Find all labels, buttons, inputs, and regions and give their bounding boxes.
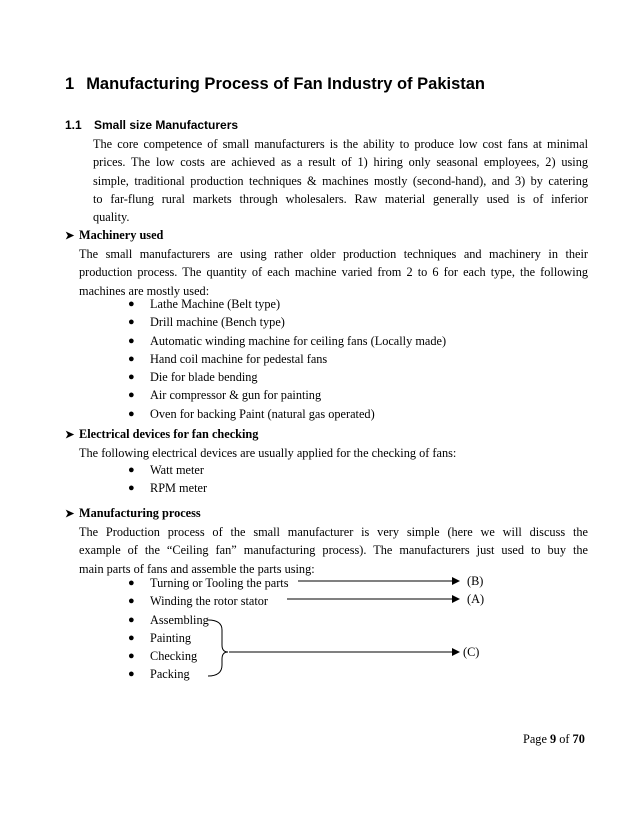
round-bullet-icon: ● — [128, 650, 135, 663]
page-footer — [523, 732, 585, 747]
arrowhead-bullet-icon: ➤ — [65, 230, 75, 242]
heading-1-number: 1 — [65, 75, 75, 93]
round-bullet-icon: ● — [128, 631, 135, 644]
list-item-text: Packing — [150, 667, 190, 682]
list-item-text: Assembling — [150, 612, 209, 627]
paragraph-line: The core competence of small manufacturers is the ability to produce low cost fans at minimal — [93, 137, 588, 151]
paragraph-line: to far-flung rural markets through wholesalers. Raw material generally used is of inferior — [93, 191, 588, 206]
list-item-text: Die for blade bending — [150, 370, 258, 385]
paragraph-line: machines are mostly used: — [79, 283, 210, 298]
paragraph-line: The Production process of the small manufacturer is very simple (here we will discuss the — [79, 525, 588, 539]
list-item-text: Oven for backing Paint (natural gas operated) — [150, 406, 375, 421]
list-item-text: Lathe Machine (Belt type) — [150, 297, 281, 311]
list-item-text: Winding the rotor stator — [150, 594, 269, 609]
label-c: (C) — [463, 645, 480, 659]
heading-2-number: 1.1 — [65, 118, 82, 132]
label-a: (A) — [467, 592, 485, 606]
list-item-text: Drill machine (Bench type) — [150, 315, 285, 330]
footer-page-word: Page — [523, 732, 547, 746]
paragraph-line: quality. — [93, 210, 130, 225]
list-item-text: Hand coil machine for pedestal fans — [150, 351, 328, 366]
list-item-text: Turning or Tooling the parts — [150, 576, 289, 590]
label-b: (B) — [467, 574, 484, 588]
round-bullet-icon: ● — [128, 352, 135, 365]
round-bullet-icon: ● — [128, 316, 135, 329]
round-bullet-icon: ● — [128, 613, 135, 626]
footer-of-word: of — [559, 732, 570, 746]
round-bullet-icon: ● — [128, 407, 135, 420]
arrowhead-bullet-icon: ➤ — [65, 508, 75, 520]
arrowhead-bullet-icon: ➤ — [65, 429, 75, 441]
footer-page-number: 9 — [549, 732, 557, 746]
round-bullet-icon: ● — [128, 595, 135, 608]
heading-2-title: Small size Manufacturers — [94, 118, 239, 132]
round-bullet-icon: ● — [128, 668, 135, 681]
round-bullet-icon: ● — [128, 298, 135, 310]
round-bullet-icon: ● — [128, 334, 135, 347]
list-item-text: Automatic winding machine for ceiling fans (Locally made) — [150, 333, 447, 348]
section-title: Machinery used — [79, 228, 164, 242]
brace-bracket — [208, 620, 228, 676]
footer-total-pages: 70 — [572, 732, 585, 746]
list-item-text: Painting — [150, 630, 191, 645]
paragraph-line: prices. The low costs are achieved as a result of 1) hiring only seasonal employees, 2) using — [93, 155, 588, 170]
round-bullet-icon: ● — [128, 389, 135, 402]
section-title: Manufacturing process — [79, 506, 201, 520]
paragraph-line: main parts of fans and assemble the parts using: — [79, 561, 315, 576]
section-title: Electrical devices for fan checking — [79, 427, 259, 441]
heading-1-title: Manufacturing Process of Fan Industry of Pakistan — [86, 75, 486, 93]
paragraph-line: The small manufacturers are using rather older production techniques and machinery in their — [79, 247, 588, 261]
list-item-text: Checking — [150, 649, 198, 664]
round-bullet-icon: ● — [128, 464, 135, 476]
list-item-text: Air compressor & gun for painting — [150, 388, 322, 403]
list-item-text: RPM meter — [150, 481, 208, 496]
paragraph-line: simple, traditional production techniques & machines mostly (second-hand), and 3) by catering — [93, 173, 588, 188]
round-bullet-icon: ● — [128, 482, 135, 495]
paragraph-line: production process. The quantity of each machine varied from 2 to 6 for each type, the following — [79, 265, 588, 280]
round-bullet-icon: ● — [128, 371, 135, 384]
electrical-intro: The following electrical devices are usually applied for the checking of fans: — [79, 446, 457, 460]
paragraph-line: example of the “Ceiling fan” manufacturing process). The manufacturers just used to buy the — [79, 543, 588, 558]
list-item-text: Watt meter — [150, 463, 204, 477]
round-bullet-icon: ● — [128, 577, 135, 589]
